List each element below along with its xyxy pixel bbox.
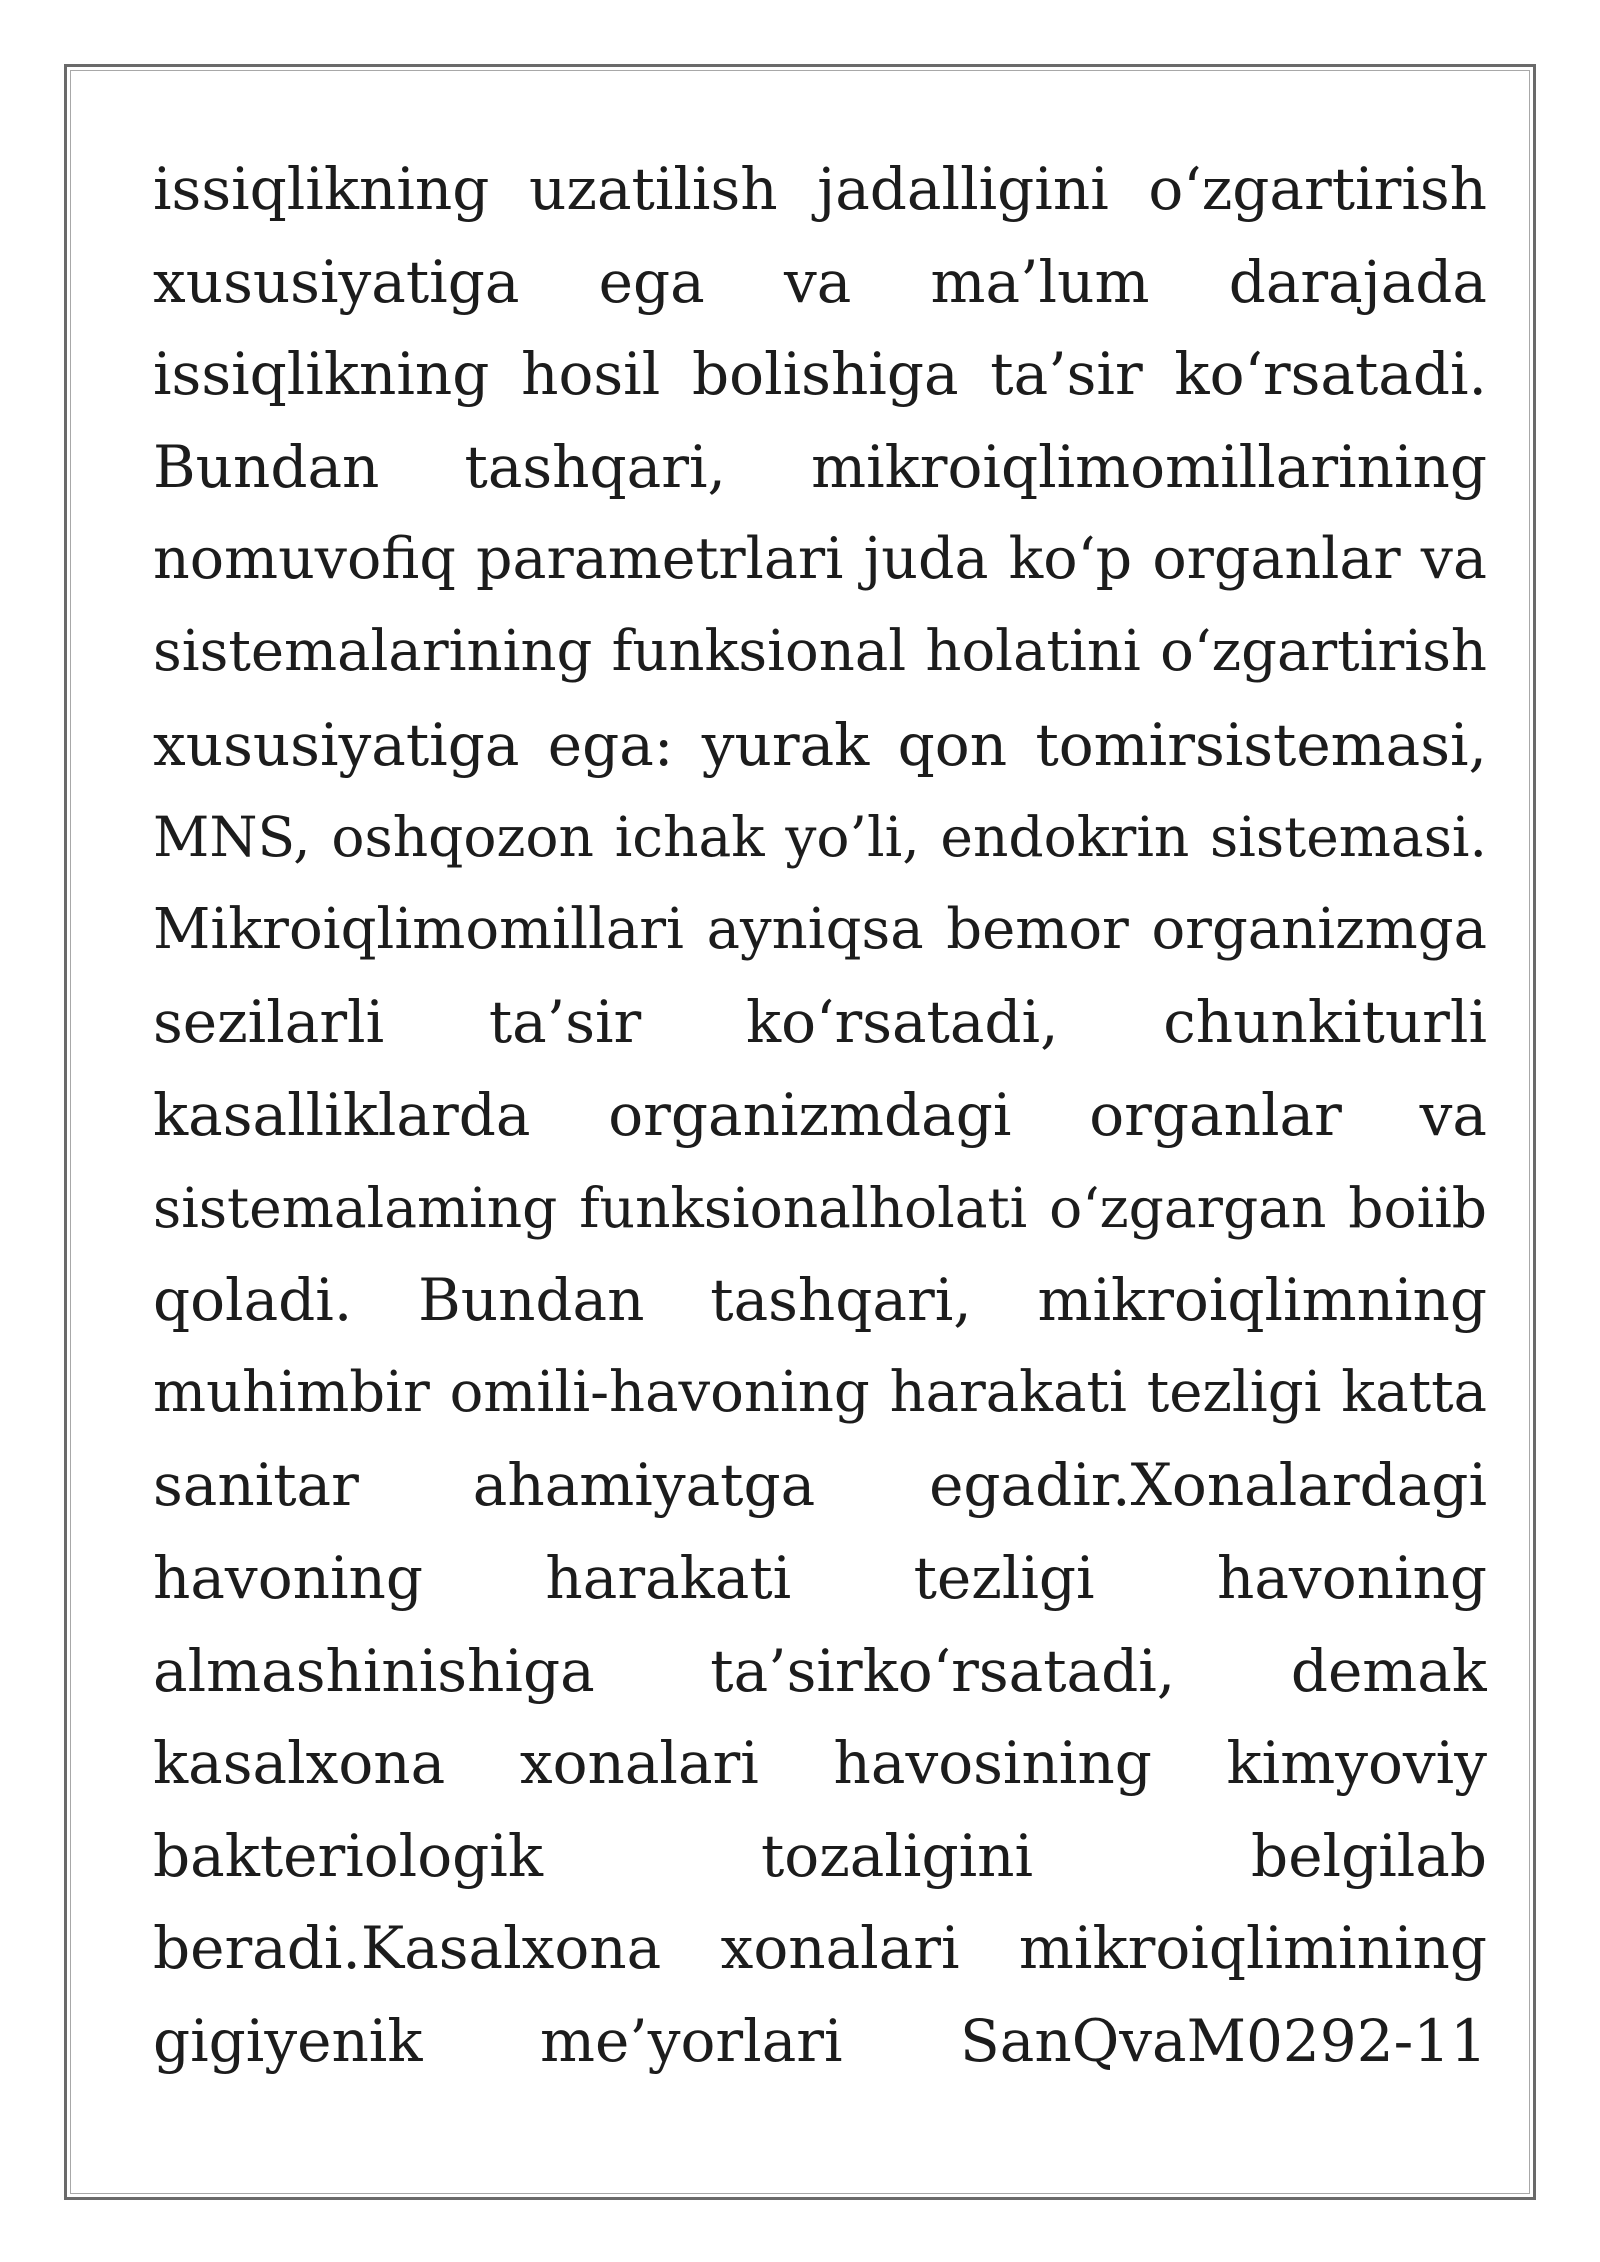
text-line: gigiyenik me’yorlari SanQvaM0292-11 <box>153 2011 1487 2075</box>
text-line: nomuvofiq parametrlari juda ko‘p organlar va <box>153 530 1487 593</box>
text-line: sezilarli ta’sir ko‘rsatadi, chunkiturli <box>153 993 1487 1057</box>
text-line: MNS, oshqozon ichak yo’li, endokrin sistemasi. <box>153 808 1487 870</box>
text-line: muhimbir omili-havoning harakati tezligi katta <box>153 1363 1487 1425</box>
text-line: sanitar ahamiyatga egadir.Xonalardagi <box>153 1456 1487 1520</box>
text-line: bakteriologik tozaligini belgilab <box>153 1826 1487 1890</box>
text-line: kasalliklarda organizmdagi organlar va <box>153 1085 1487 1149</box>
text-line: kasalxona xonalari havosining kimyoviy <box>153 1734 1487 1798</box>
text-line: qoladi. Bundan tashqari, mikroiqlimning <box>153 1271 1487 1335</box>
text-line: sistemalarining funksional holatini o‘zgartirish <box>153 622 1487 684</box>
text-line: xususiyatiga ega va ma’lum darajada <box>153 252 1487 316</box>
text-line: almashinishiga ta’sirko‘rsatadi, demak <box>153 1641 1487 1705</box>
text-line: issiqlikning hosil bolishiga ta’sir ko‘rsatadi. <box>153 345 1487 409</box>
text-line: Bundan tashqari, mikroiqlimomillarining <box>153 437 1487 501</box>
text-line: beradi.Kasalxona xonalari mikroiqlimining <box>153 1919 1487 1983</box>
text-line: sistemalaming funksionalholati o‘zgargan boiib <box>153 1178 1487 1240</box>
body-text <box>153 160 1487 2104</box>
text-line: havoning harakati tezligi havoning <box>153 1548 1487 1612</box>
text-line: xususiyatiga ega: yurak qon tomirsistemasi, <box>153 715 1487 779</box>
text-line: Mikroiqlimomillari ayniqsa bemor organizmga <box>153 900 1487 962</box>
text-line: issiqlikning uzatilish jadalligini o‘zgartirish <box>153 160 1487 223</box>
